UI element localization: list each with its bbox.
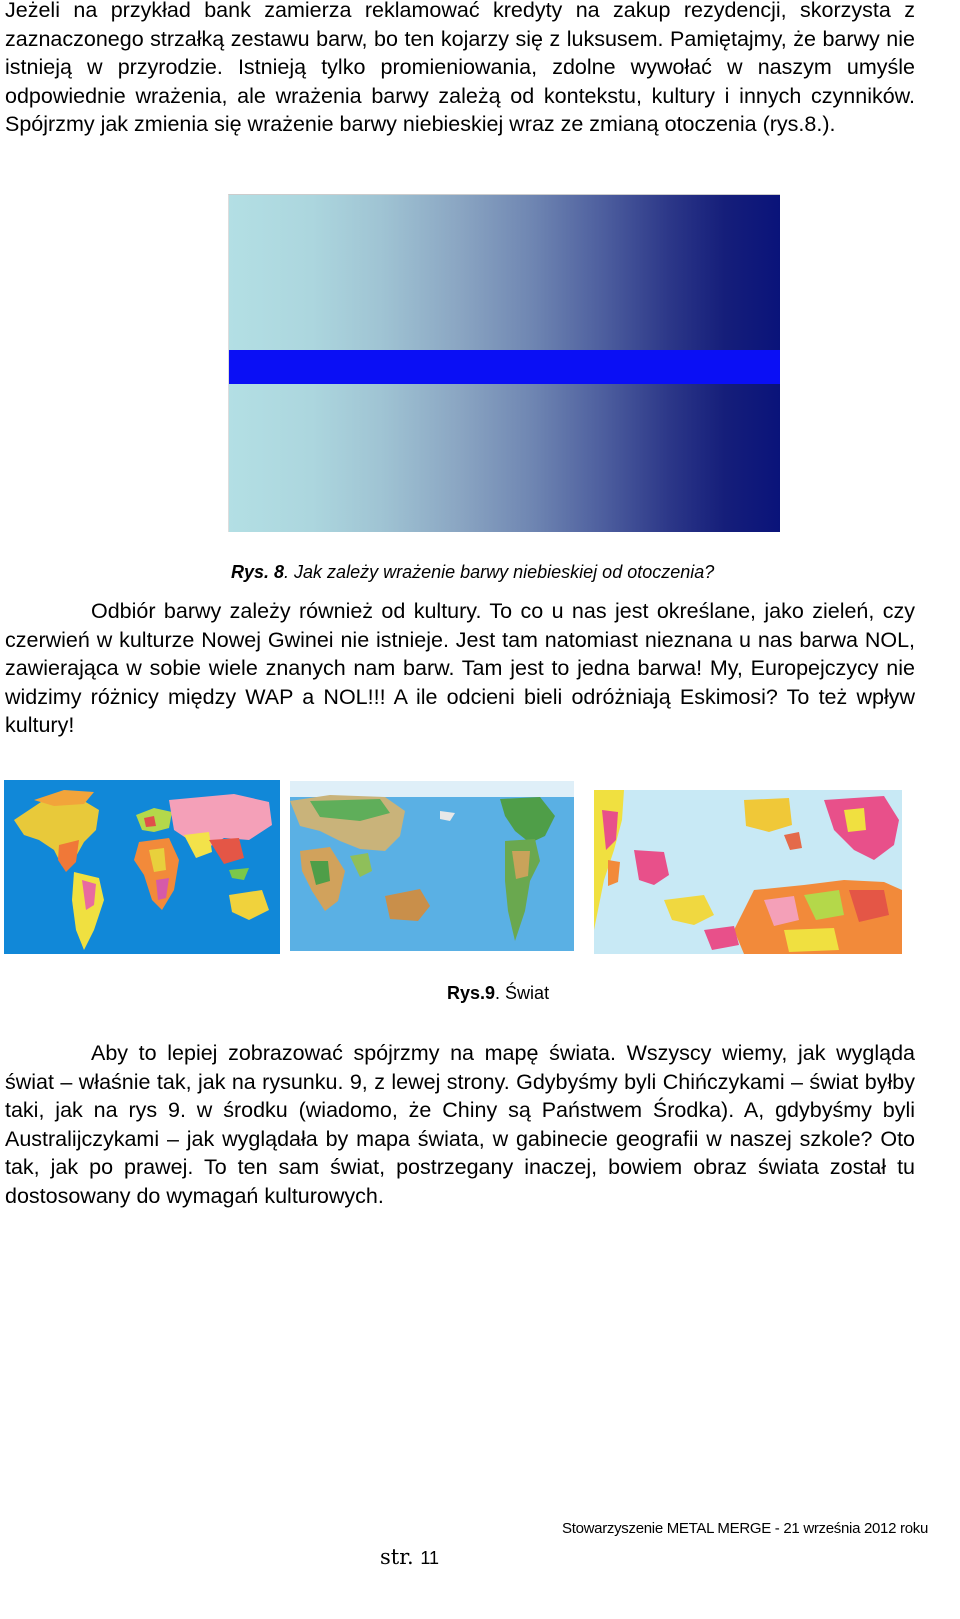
world-map-australia-up (594, 790, 902, 954)
page-prefix: str. (380, 1545, 414, 1569)
blue-on-gradient-figure (228, 194, 780, 532)
figure-9-caption (447, 982, 549, 1004)
page-number (380, 1545, 439, 1569)
page-number-value: 11 (420, 1548, 439, 1568)
world-map-china-centered (290, 781, 574, 951)
figure-9-label: Rys.9 (447, 983, 496, 1003)
paragraph-world-map: Aby to lepiej zobrazować spójrzmy na mapę świata. Wszyscy wiemy, jak wygląda świat – właśnie tak, jak na rysunku. 9, z lewej strony. Gdybyśmy byli Chińczykami – świat byłby taki, jak na rys 9. w środku (wiadomo, że Chiny są Państwem Środka). A, gdybyśmy byli Australijczykami – jak wyglądała by mapa świata, w gabinecie geografii w naszej szkole? Oto tak, jak po prawej. To ten sam świat, postrzegany inaczej, bowiem obraz świata został tu dostosowany do wymagań kulturowych. (5, 1041, 915, 1208)
blue-stripe (229, 350, 780, 384)
figure-8-caption-text: . Jak zależy wrażenie barwy niebieskiej od otoczenia? (284, 562, 715, 582)
figure-8-label: Rys. 8 (231, 562, 285, 582)
world-map-europe-centered (4, 780, 280, 954)
figure-9-caption-text: . Świat (495, 983, 550, 1003)
paragraph-color-context: Jeżeli na przykład bank zamierza reklamować kredyty na zakup rezydencji, skorzysta z zaznaczonego strzałką zestawu barw, bo ten kojarzy się z luksusem. Pamiętajmy, że barwy nie istnieją w przyrodzie. Istnieją tylko promieniowania, zdolne wywołać w naszym umyśle odpowiednie wrażenia, ale wrażenia barwy zależą od kontekstu, kultury i innych czynników. Spójrzmy jak zmienia się wrażenie barwy niebieskiej wraz ze zmianą otoczenia (rys.8.). (5, 0, 915, 137)
figure-8-caption (231, 561, 714, 583)
footer-organization: Stowarzyszenie METAL MERGE - 21 września 2012 roku (562, 1520, 928, 1537)
paragraph-culture: Odbiór barwy zależy również od kultury. To co u nas jest określane, jako zieleń, czy czerwień w kulturze Nowej Gwinei nie istnieje. Jest tam natomiast nieznana u nas barwa NOL, zawierająca w sobie wiele znanych nam barw. Tam jest to jedna barwa! My, Europejczycy nie widzimy różnicy między WAP a NOL!!! A ile odcieni bieli odróżniają Eskimosi? To też wpływ kultury! (5, 599, 915, 738)
